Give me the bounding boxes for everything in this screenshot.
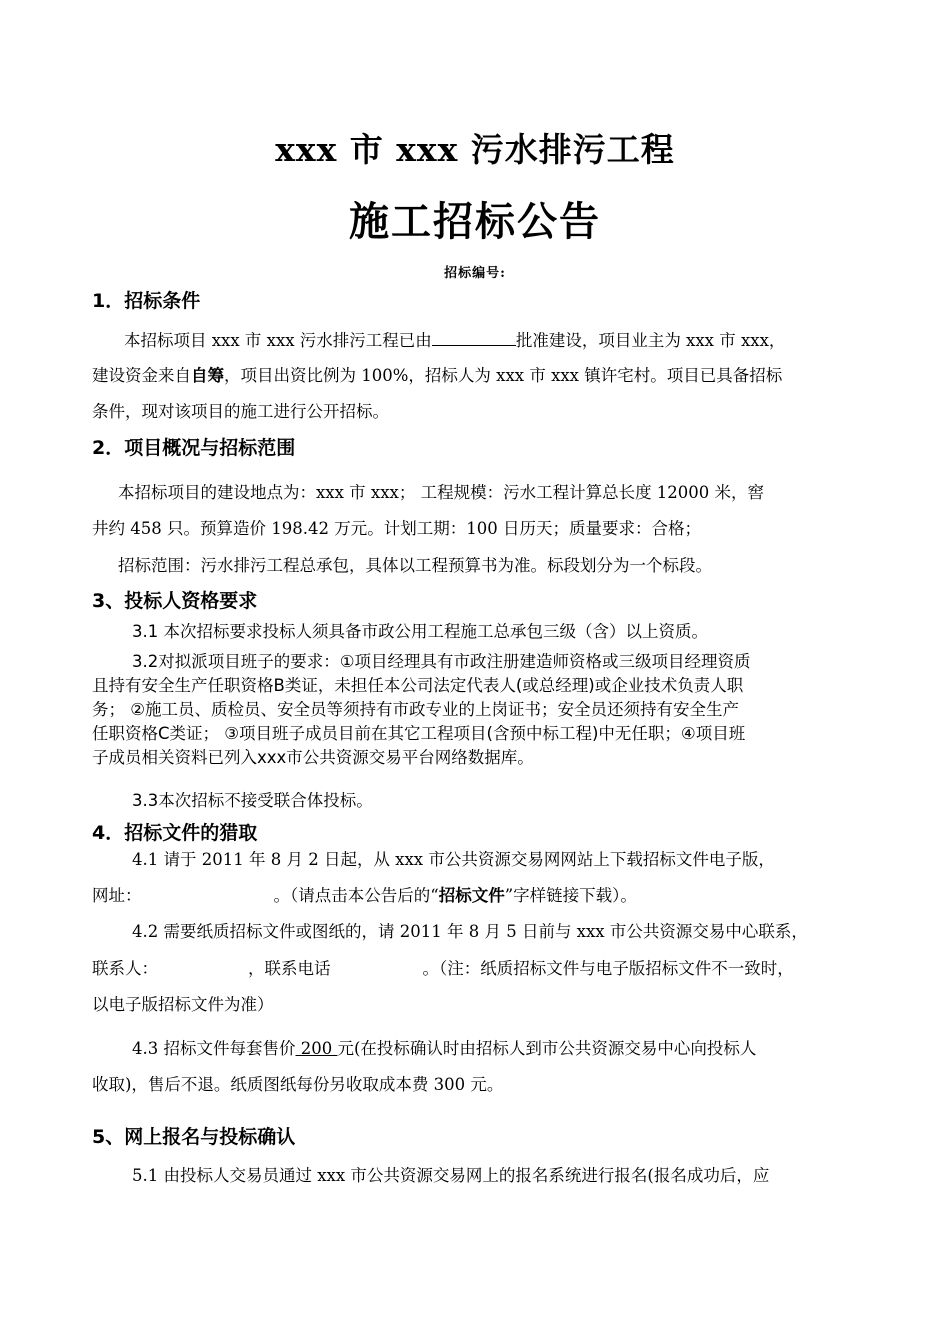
- section-4-heading: 4．招标文件的猎取: [92, 822, 258, 844]
- section-4-line-4: 联系人： ，联系电话 。（注：纸质招标文件与电子版招标文件不一致时，: [92, 959, 794, 978]
- section-4-line-6: 4.3 招标文件每套售价 200 元(在投标确认时由招标人到市公共资源交易中心向投标人: [132, 1039, 757, 1058]
- section-3-line-2: 3.2对拟派项目班子的要求：①项目经理具有市政注册建造师资格或三级项目经理资质: [132, 652, 751, 671]
- section-4-line-7: 收取)，售后不退。纸质图纸每份另收取成本费 300 元。: [92, 1075, 504, 1094]
- doc-title-line2: 施工招标公告: [349, 199, 601, 245]
- section-1-line-3: 条件，现对该项目的施工进行公开招标。: [92, 402, 389, 421]
- section-2-line-3: 招标范围：污水排污工程总承包，具体以工程预算书为准。标段划分为一个标段。: [118, 556, 712, 575]
- bid-document-link-text: 招标文件: [438, 886, 505, 905]
- section-1-line-1: 本招标项目 xxx 市 xxx 污水排污工程已由 批准建设，项目业主为 xxx 市 xxx，: [124, 327, 785, 353]
- section-2-line-2: 井约 458 只。预算造价 198.42 万元。计划工期：100 日历天；质量要求：合格；: [92, 519, 701, 538]
- doc-title-line1: xxx 市 xxx 污水排污工程: [275, 130, 675, 169]
- section-4-line-2: 网址： 。（请点击本公告后的“招标文件”字样链接下载）。: [92, 886, 637, 905]
- section-1-line-2: 建设资金来自自筹，项目出资比例为 100%，招标人为 xxx 市 xxx 镇许宅村。项目已具备招标: [92, 366, 783, 385]
- section-2-heading: 2．项目概况与招标范围: [92, 437, 296, 459]
- section-4-line-5: 以电子版招标文件为准）: [92, 995, 274, 1014]
- section-3-line-1: 3.1 本次招标要求投标人须具备市政公用工程施工总承包三级（含）以上资质。: [132, 622, 708, 641]
- section-3-line-7: 3.3本次招标不接受联合体投标。: [132, 791, 373, 810]
- section-3-line-3: 且持有安全生产任职资格B类证，未担任本公司法定代表人(或总经理)或企业技术负责人职: [92, 676, 744, 695]
- section-3-line-5: 任职资格C类证； ③项目班子成员目前在其它工程项目(含预中标工程)中无任职；④项目班: [92, 724, 746, 743]
- section-3-line-6: 子成员相关资料已列入xxx市公共资源交易平台网络数据库。: [92, 748, 534, 767]
- document-price: 200: [295, 1039, 338, 1058]
- approval-blank: [432, 327, 516, 346]
- section-5-line-1: 5.1 由投标人交易员通过 xxx 市公共资源交易网上的报名系统进行报名(报名成功后，应: [132, 1166, 770, 1185]
- section-3-line-4: 务； ②施工员、质检员、安全员等须持有市政专业的上岗证书；安全员还须持有安全生产: [92, 700, 740, 719]
- section-4-line-3: 4.2 需要纸质招标文件或图纸的，请 2011 年 8 月 5 日前与 xxx 市公共资源交易中心联系，: [132, 922, 808, 941]
- section-2-line-1: 本招标项目的建设地点为：xxx 市 xxx； 工程规模：污水工程计算总长度 12000 米，窖: [118, 483, 765, 502]
- bid-number-label: 招标编号:: [444, 266, 506, 281]
- section-4-line-1: 4.1 请于 2011 年 8 月 2 日起，从 xxx 市公共资源交易网网站上下载招标文件电子版，: [132, 850, 775, 869]
- section-5-heading: 5、网上报名与投标确认: [92, 1126, 296, 1148]
- section-3-heading: 3、投标人资格要求: [92, 590, 258, 612]
- section-1-heading: 1．招标条件: [92, 290, 201, 312]
